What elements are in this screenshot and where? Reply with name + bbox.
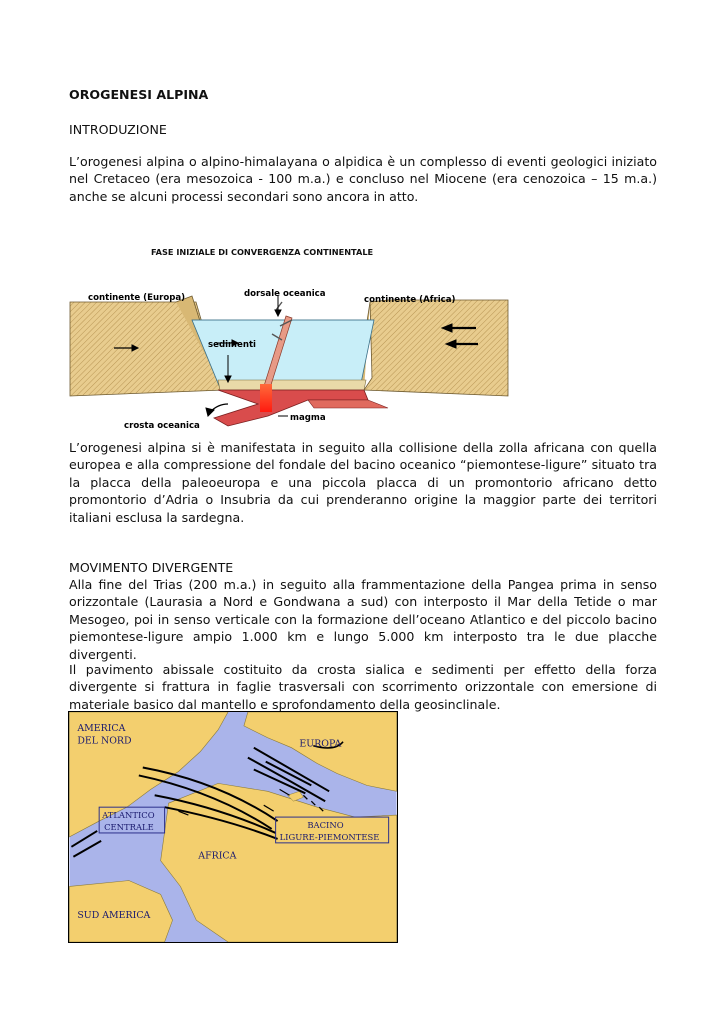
label-ocean-crust: crosta oceanica <box>124 421 200 431</box>
label-south-america: SUD AMERICA <box>77 910 151 922</box>
paragraph-divergence: Alla fine del Trias (200 m.a.) in seguito alla frammentazione della Pangea prima in senso orizzontale (Laurasia a Nord e Gondwana a sud) con interposto il Mar della Tetide o mar Mesogeo, poi in senso verticale con la formazione dell’oceano Atlantico e del piccolo bacino piemontese-ligure ampio 1.000 km e lungo 5.000 km interposto tra le due placche divergenti. <box>69 577 657 662</box>
convergence-cross-section-figure <box>68 240 510 436</box>
paragraph-collision: L’orogenesi alpina si è manifestata in seguito alla collisione della zolla africana con quella europea e alla compressione del fondale del bacino oceanico “piemontese-ligure” situato tra la placca della paleoeuropa e una piccola placca di un promontorio africano detto promontorio d’Adria o Insubria da cui prenderanno origine la maggior parte dei territori italiani esclusa la sardegna. <box>69 440 657 525</box>
magma-plume <box>260 384 272 412</box>
intro-heading: INTRODUZIONE <box>69 122 167 137</box>
label-atlantic-2: CENTRALE <box>104 821 154 832</box>
label-atlantic-1: ATLANTICO <box>102 810 155 821</box>
label-continent-africa: continente (Africa) <box>364 295 456 305</box>
document-title: OROGENESI ALPINA <box>69 87 209 102</box>
sediment-layer <box>218 380 366 390</box>
label-europe: EUROPA <box>299 738 342 750</box>
paragraph-abyssal-floor: Il pavimento abissale costituito da crosta sialica e sedimenti per effetto della forza divergente si frattura in faglie trasversali con scorrimento orizzontale con emersione di materiale basico dal mantello e sprofondamento della geosinclinale. <box>69 662 657 712</box>
label-sediments: sedimenti <box>208 340 256 350</box>
continent-africa-block <box>364 300 508 396</box>
label-continent-europe: continente (Europa) <box>88 293 186 303</box>
paragraph-intro: L’orogenesi alpina o alpino-himalayana o alpidica è un complesso di eventi geologici iniziato nel Cretaceo (era mesozoica - 100 m.a.) e concluso nel Miocene (era cenozoica – 15 m.a.) anche se alcuni processi secondari sono ancora in atto. <box>69 154 657 204</box>
label-basin-2: LIGURE-PIEMONTESE <box>279 831 380 842</box>
continent-europe-block <box>70 302 224 396</box>
label-magma: magma <box>290 413 326 423</box>
label-north-america-2: DEL NORD <box>77 735 132 747</box>
paleogeographic-map-figure <box>68 711 398 943</box>
figure-1-title: FASE INIZIALE DI CONVERGENZA CONTINENTALE <box>151 247 374 257</box>
label-ridge: dorsale oceanica <box>244 289 326 299</box>
section-heading: MOVIMENTO DIVERGENTE <box>69 560 234 575</box>
label-north-america-1: AMERICA <box>77 722 126 734</box>
label-africa: AFRICA <box>198 850 237 862</box>
label-basin-1: BACINO <box>307 819 344 830</box>
